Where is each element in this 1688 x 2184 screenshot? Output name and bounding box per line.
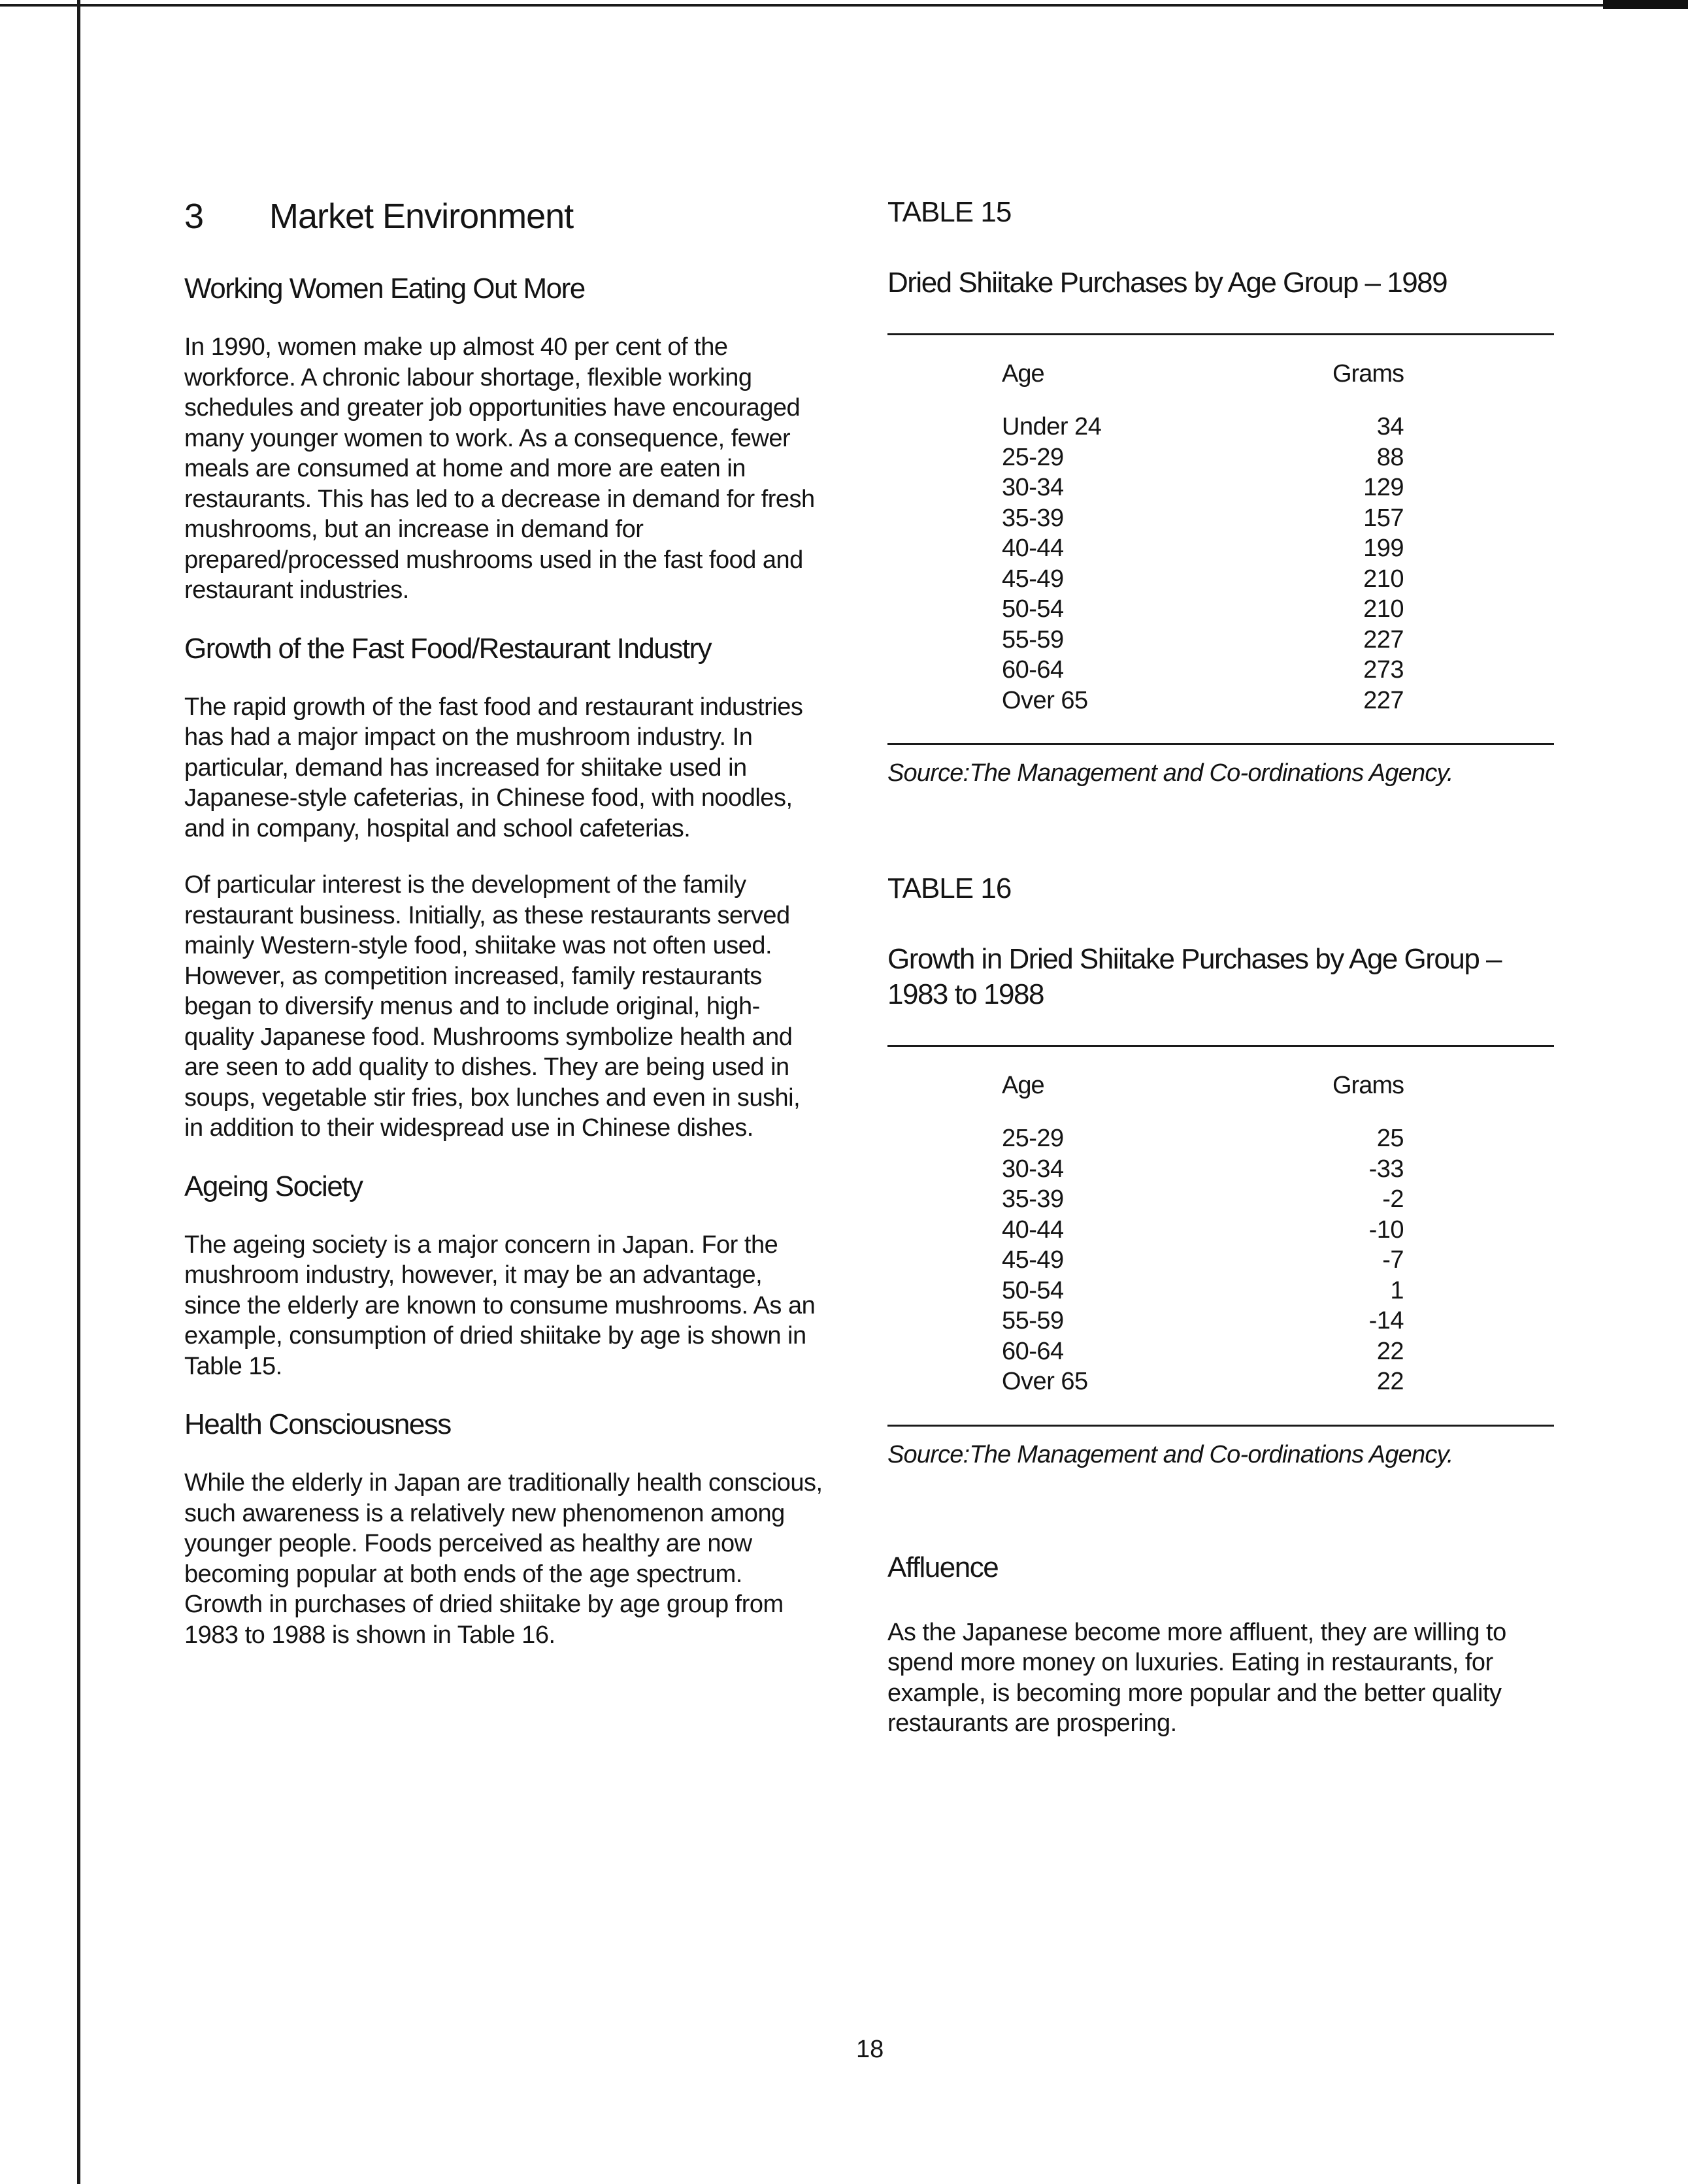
affluence-paragraph: As the Japanese become more affluent, they are willing to spend more money on luxuries. Eating in restaurants, for example, is becoming more popular and the better quality restaurants are prospering.: [887, 1618, 1506, 1737]
age-cell: 40-44: [1002, 1216, 1064, 1244]
grams-cell: 273: [1363, 656, 1404, 684]
age-cell: 25-29: [1002, 443, 1064, 471]
text-section: [184, 1408, 825, 1650]
age-cell: 35-39: [1002, 1185, 1064, 1213]
grams-cell: 210: [1363, 565, 1404, 593]
age-cell: Over 65: [1002, 686, 1088, 714]
age-cell: 25-29: [1002, 1125, 1064, 1152]
text-section: [184, 272, 825, 606]
table-16-title: Growth in Dried Shiitake Purchases by Age Group – 1983 to 1988: [887, 943, 1502, 1010]
table-row: [1002, 1215, 1404, 1246]
age-cell: 60-64: [1002, 1337, 1064, 1365]
table-row: [1002, 1306, 1404, 1336]
grams-cell: 22: [1376, 1337, 1404, 1365]
table-16-label: TABLE 16: [887, 872, 1012, 904]
age-cell: 55-59: [1002, 1307, 1064, 1334]
column-header-grams: Grams: [1332, 360, 1404, 388]
grams-cell: 34: [1376, 413, 1404, 440]
body-paragraph: The rapid growth of the fast food and restaurant industries has had a major impact on the mushroom industry. In particular, demand has increased for shiitake used in Japanese-style cafeterias, in Chinese food, with noodles, and in company, hospital and school cafeterias.: [184, 693, 803, 842]
grams-cell: -14: [1368, 1307, 1404, 1334]
age-cell: 50-54: [1002, 1276, 1064, 1304]
table-15-bottom-rule: [887, 743, 1554, 745]
table-row: [1002, 412, 1404, 442]
left-sections: [184, 272, 825, 1650]
table-row: [1002, 1245, 1404, 1276]
grams-cell: 199: [1363, 535, 1404, 562]
table-16-grid: [1002, 1072, 1404, 1397]
grams-cell: 227: [1363, 625, 1404, 654]
page-number: 18: [856, 2036, 884, 2063]
table-16-body: [1002, 1123, 1404, 1397]
affluence-section: [887, 1551, 1561, 1739]
affluence-heading: Affluence: [887, 1551, 999, 1583]
section-heading: Ageing Society: [184, 1170, 363, 1202]
age-cell: 55-59: [1002, 625, 1064, 654]
grams-cell: -7: [1382, 1246, 1404, 1274]
table-row: [1002, 442, 1404, 473]
scan-top-line: [0, 4, 1688, 7]
table-row: [1002, 1336, 1404, 1367]
table-row: [1002, 1366, 1404, 1397]
age-cell: 45-49: [1002, 1246, 1064, 1274]
table-row: [1002, 655, 1404, 686]
grams-cell: 1: [1390, 1276, 1404, 1304]
table-15-label: TABLE 15: [887, 196, 1012, 228]
body-paragraph: Of particular interest is the development of the family restaurant business. Initially, as these restaurants served mainly Western-style food, shiitake was not often used. However, as competition increased, family restaurants began to diversify menus and to include original, high-quality Japanese food. Mushrooms symbolize health and are seen to add quality to dishes. They are being used in soups, vegetable stir fries, box lunches and even in sushi, in addition to their widespread use in Chinese dishes.: [184, 871, 801, 1142]
text-section: [184, 632, 825, 1144]
age-cell: Under 24: [1002, 413, 1102, 440]
grams-cell: 129: [1363, 474, 1404, 501]
text-section: [184, 1170, 825, 1382]
table-15-source: Source:The Management and Co-ordinations Agency.: [887, 759, 1453, 787]
table-row: [1002, 1184, 1404, 1215]
body-paragraph: In 1990, women make up almost 40 per cent of the workforce. A chronic labour shortage, flexible working schedules and greater job opportunities have encouraged many younger women to work. As a consequence, fewer meals are consumed at home and more are eaten in restaurants. This has led to a decrease in demand for fresh mushrooms, but an increase in demand for prepared/processed mushrooms used in the fast food and restaurant industries.: [184, 333, 815, 604]
table-row: [1002, 1276, 1404, 1306]
grams-cell: -33: [1368, 1155, 1404, 1183]
age-cell: 40-44: [1002, 535, 1064, 562]
grams-cell: -10: [1368, 1216, 1404, 1244]
age-cell: Over 65: [1002, 1368, 1088, 1395]
body-paragraph: The ageing society is a major concern in Japan. For the mushroom industry, however, it may be an advantage, since the elderly are known to consume mushrooms. As an example, consumption of dried shiitake by age is shown in Table 15.: [184, 1231, 816, 1380]
grams-cell: 210: [1363, 595, 1404, 623]
age-cell: 60-64: [1002, 656, 1064, 684]
scan-corner-mark: [1603, 0, 1688, 9]
grams-cell: 88: [1376, 443, 1404, 471]
grams-cell: 157: [1363, 504, 1404, 532]
table-row: [1002, 564, 1404, 595]
age-cell: 30-34: [1002, 474, 1064, 501]
age-cell: 35-39: [1002, 504, 1064, 532]
table-row: [1002, 1154, 1404, 1185]
section-heading: Working Women Eating Out More: [184, 273, 585, 305]
table-15-title: Dried Shiitake Purchases by Age Group – 1989: [887, 267, 1448, 299]
age-cell: 45-49: [1002, 565, 1064, 593]
grams-cell: 227: [1363, 686, 1404, 714]
column-header-grams: Grams: [1332, 1072, 1404, 1099]
table-16-top-rule: [887, 1045, 1554, 1047]
table-row: [1002, 1123, 1404, 1154]
section-number: 3: [184, 197, 204, 236]
table-15-body: [1002, 412, 1404, 716]
section-title-text: Market Environment: [269, 197, 574, 236]
table-row: [1002, 686, 1404, 716]
table-row: [1002, 472, 1404, 503]
table-row: [1002, 625, 1404, 655]
left-column: [184, 196, 825, 1676]
age-cell: 30-34: [1002, 1155, 1064, 1183]
grams-cell: 22: [1376, 1368, 1404, 1395]
table-16-source: Source:The Management and Co-ordinations Agency.: [887, 1440, 1453, 1468]
table-row: [1002, 533, 1404, 564]
table-15-grid: [1002, 360, 1404, 716]
table-row: [1002, 594, 1404, 625]
section-title: [184, 196, 825, 237]
table-16-bottom-rule: [887, 1425, 1554, 1427]
table-16: [887, 872, 1561, 1469]
column-header-age: Age: [1002, 1072, 1044, 1099]
table-15-top-rule: [887, 333, 1554, 335]
age-cell: 50-54: [1002, 595, 1064, 623]
body-paragraph: While the elderly in Japan are traditionally health conscious, such awareness is a relatively new phenomenon among younger people. Foods perceived as healthy are now becoming popular at both ends of the age spectrum. Growth in purchases of dried shiitake by age group from 1983 to 1988 is shown in Table 16.: [184, 1469, 823, 1649]
table-row: [1002, 503, 1404, 534]
column-header-age: Age: [1002, 360, 1044, 388]
section-heading: Growth of the Fast Food/Restaurant Industry: [184, 632, 712, 665]
right-column: [887, 196, 1561, 1765]
section-heading: Health Consciousness: [184, 1408, 451, 1440]
table-15: [887, 196, 1561, 787]
grams-cell: -2: [1382, 1185, 1404, 1213]
scan-margin-line: [77, 0, 80, 2184]
grams-cell: 25: [1376, 1125, 1404, 1152]
